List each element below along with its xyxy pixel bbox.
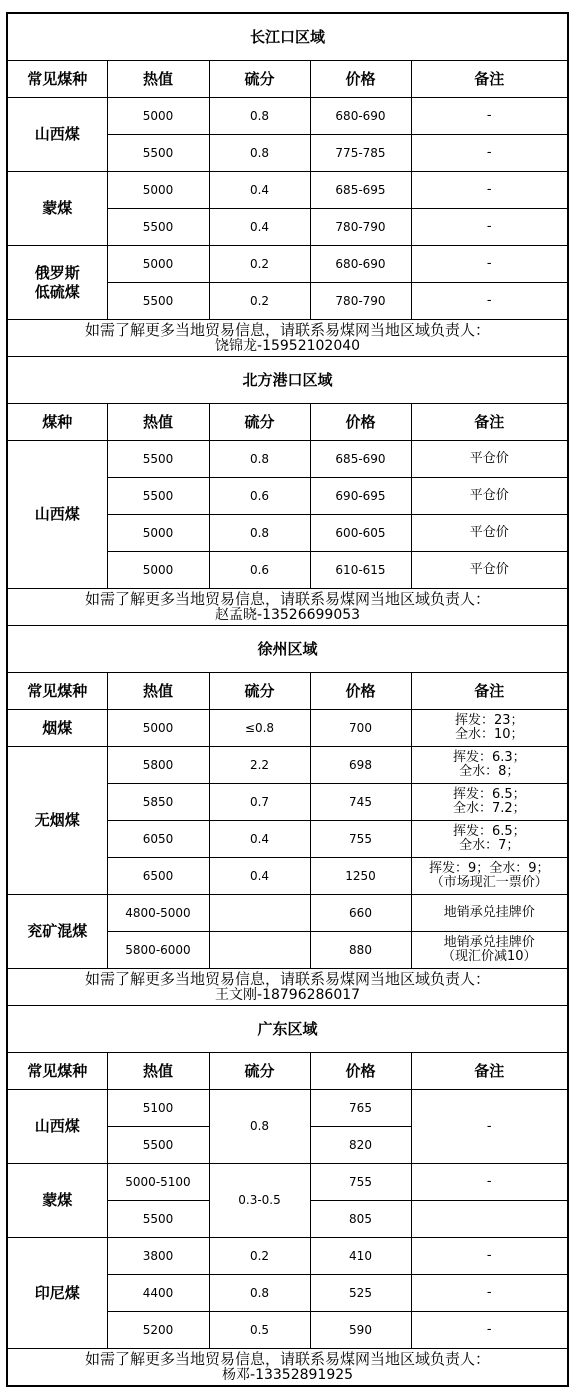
remark: -: [411, 1238, 568, 1275]
price-value: 820: [310, 1127, 411, 1164]
table-row: [7, 747, 568, 784]
sulfur-value: 2.2: [209, 747, 310, 784]
contact-person: 饶锦龙-15952102040: [215, 338, 361, 354]
heat-value: 5100: [107, 1090, 209, 1127]
sulfur-value: 0.6: [209, 478, 310, 515]
remark: 平仓价: [411, 478, 568, 515]
contact-row: [7, 969, 568, 1006]
heat-value: 5000: [107, 98, 209, 135]
table-row: [7, 1164, 568, 1201]
section-title: 北方港口区域: [7, 357, 568, 404]
remark: 平仓价: [411, 515, 568, 552]
coal-type: 俄罗斯 低硫煤: [7, 246, 107, 320]
column-header: 硫分: [209, 1053, 310, 1090]
price-value: 1250: [310, 858, 411, 895]
column-header-row: [7, 404, 568, 441]
heat-value: 5000: [107, 552, 209, 589]
coal-type: 无烟煤: [7, 747, 107, 895]
heat-value: 5000: [107, 515, 209, 552]
contact-note: [7, 1349, 568, 1387]
sulfur-value: 0.5: [209, 1312, 310, 1349]
heat-value: 5200: [107, 1312, 209, 1349]
heat-value: 5000-5100: [107, 1164, 209, 1201]
column-header: 价格: [310, 673, 411, 710]
remark: 地销承兑挂牌价: [411, 895, 568, 932]
contact-note: [7, 589, 568, 626]
sulfur-value: 0.8: [209, 1090, 310, 1164]
price-value: 685-695: [310, 172, 411, 209]
table-row: [7, 98, 568, 135]
remark: 挥发：9；全水：9； （市场现汇一票价）: [411, 858, 568, 895]
remark: -: [411, 1312, 568, 1349]
sulfur-value: 0.4: [209, 858, 310, 895]
price-value: 880: [310, 932, 411, 969]
remark: -: [411, 98, 568, 135]
sulfur-value: 0.6: [209, 552, 310, 589]
coal-type: 蒙煤: [7, 1164, 107, 1238]
table-row: [7, 895, 568, 932]
sulfur-value: 0.4: [209, 209, 310, 246]
contact-row: [7, 320, 568, 357]
contact-row: [7, 589, 568, 626]
column-header: 常见煤种: [7, 61, 107, 98]
section-title: 广东区域: [7, 1006, 568, 1053]
sulfur-value: 0.8: [209, 135, 310, 172]
column-header: 硫分: [209, 404, 310, 441]
sulfur-value: [209, 895, 310, 932]
sulfur-value: 0.3-0.5: [209, 1164, 310, 1238]
heat-value: 5000: [107, 246, 209, 283]
price-value: 590: [310, 1312, 411, 1349]
sulfur-value: 0.2: [209, 1238, 310, 1275]
sulfur-value: 0.8: [209, 515, 310, 552]
coal-type: 蒙煤: [7, 172, 107, 246]
heat-value: 5500: [107, 209, 209, 246]
price-value: 525: [310, 1275, 411, 1312]
heat-value: 5500: [107, 1201, 209, 1238]
section-title-row: [7, 13, 568, 61]
sulfur-value: 0.8: [209, 441, 310, 478]
price-value: 765: [310, 1090, 411, 1127]
section-title-row: [7, 1006, 568, 1053]
contact-prompt: 如需了解更多当地贸易信息，请联系易煤网当地区域负责人：: [85, 590, 491, 608]
heat-value: 5800: [107, 747, 209, 784]
heat-value: 4400: [107, 1275, 209, 1312]
sulfur-value: 0.4: [209, 821, 310, 858]
sulfur-value: 0.2: [209, 246, 310, 283]
heat-value: 5000: [107, 710, 209, 747]
column-header: 备注: [411, 1053, 568, 1090]
contact-note: [7, 320, 568, 357]
price-value: 610-615: [310, 552, 411, 589]
table-row: [7, 710, 568, 747]
contact-prompt: 如需了解更多当地贸易信息，请联系易煤网当地区域负责人：: [85, 321, 491, 339]
remark: 地销承兑挂牌价 （现汇价减10）: [411, 932, 568, 969]
price-value: 775-785: [310, 135, 411, 172]
heat-value: 5500: [107, 478, 209, 515]
price-value: 660: [310, 895, 411, 932]
column-header: 热值: [107, 61, 209, 98]
price-value: 755: [310, 821, 411, 858]
remark: -: [411, 172, 568, 209]
heat-value: 5000: [107, 172, 209, 209]
price-value: 680-690: [310, 246, 411, 283]
heat-value: 6500: [107, 858, 209, 895]
section-title: 徐州区域: [7, 626, 568, 673]
coal-type: 印尼煤: [7, 1238, 107, 1349]
heat-value: 6050: [107, 821, 209, 858]
remark: 挥发：6.5； 全水：7.2；: [411, 784, 568, 821]
column-header: 价格: [310, 404, 411, 441]
coal-type: 烟煤: [7, 710, 107, 747]
price-value: 805: [310, 1201, 411, 1238]
heat-value: 5500: [107, 1127, 209, 1164]
column-header: 价格: [310, 1053, 411, 1090]
sulfur-value: 0.8: [209, 1275, 310, 1312]
column-header: 硫分: [209, 673, 310, 710]
column-header: 常见煤种: [7, 1053, 107, 1090]
remark: -: [411, 246, 568, 283]
remark: 平仓价: [411, 552, 568, 589]
price-value: 700: [310, 710, 411, 747]
column-header: 备注: [411, 61, 568, 98]
sulfur-value: ≤0.8: [209, 710, 310, 747]
section-title: 长江口区域: [7, 13, 568, 61]
price-value: 780-790: [310, 283, 411, 320]
column-header: 价格: [310, 61, 411, 98]
column-header: 热值: [107, 1053, 209, 1090]
price-value: 410: [310, 1238, 411, 1275]
section-title-row: [7, 626, 568, 673]
column-header: 备注: [411, 673, 568, 710]
column-header: 热值: [107, 404, 209, 441]
coal-type: 山西煤: [7, 98, 107, 172]
price-value: 680-690: [310, 98, 411, 135]
coal-price-sheet: [6, 12, 567, 1387]
heat-value: 5500: [107, 135, 209, 172]
column-header-row: [7, 1053, 568, 1090]
remark: 挥发：6.5； 全水：7；: [411, 821, 568, 858]
price-value: 600-605: [310, 515, 411, 552]
column-header: 常见煤种: [7, 673, 107, 710]
heat-value: 5500: [107, 283, 209, 320]
section-title-row: [7, 357, 568, 404]
coal-type: 山西煤: [7, 1090, 107, 1164]
price-value: 698: [310, 747, 411, 784]
remark: -: [411, 283, 568, 320]
contact-person: 赵孟晓-13526699053: [215, 607, 361, 623]
table-row: [7, 1238, 568, 1275]
column-header: 煤种: [7, 404, 107, 441]
sulfur-value: 0.2: [209, 283, 310, 320]
heat-value: 4800-5000: [107, 895, 209, 932]
heat-value: 3800: [107, 1238, 209, 1275]
contact-prompt: 如需了解更多当地贸易信息，请联系易煤网当地区域负责人：: [85, 970, 491, 988]
heat-value: 5800-6000: [107, 932, 209, 969]
price-value: 780-790: [310, 209, 411, 246]
heat-value: 5500: [107, 441, 209, 478]
contact-note: [7, 969, 568, 1006]
price-value: 690-695: [310, 478, 411, 515]
sulfur-value: [209, 932, 310, 969]
sulfur-value: 0.7: [209, 784, 310, 821]
contact-prompt: 如需了解更多当地贸易信息，请联系易煤网当地区域负责人：: [85, 1350, 491, 1368]
price-table: [6, 12, 569, 1387]
remark: 挥发：23； 全水：10；: [411, 710, 568, 747]
sulfur-value: 0.4: [209, 172, 310, 209]
price-value: 755: [310, 1164, 411, 1201]
remark: -: [411, 1090, 568, 1164]
remark: -: [411, 1164, 568, 1201]
coal-type: 兖矿混煤: [7, 895, 107, 969]
price-value: 745: [310, 784, 411, 821]
contact-row: [7, 1349, 568, 1387]
remark: -: [411, 1275, 568, 1312]
sulfur-value: 0.8: [209, 98, 310, 135]
coal-type: 山西煤: [7, 441, 107, 589]
remark: 挥发：6.3； 全水：8；: [411, 747, 568, 784]
table-row: [7, 246, 568, 283]
column-header-row: [7, 673, 568, 710]
column-header: 备注: [411, 404, 568, 441]
remark: -: [411, 135, 568, 172]
column-header: 热值: [107, 673, 209, 710]
remark: -: [411, 209, 568, 246]
contact-person: 杨邓-13352891925: [222, 1367, 354, 1383]
contact-person: 王文刚-18796286017: [215, 987, 361, 1003]
table-row: [7, 172, 568, 209]
price-value: 685-690: [310, 441, 411, 478]
remark: 平仓价: [411, 441, 568, 478]
column-header-row: [7, 61, 568, 98]
heat-value: 5850: [107, 784, 209, 821]
table-row: [7, 441, 568, 478]
remark: [411, 1201, 568, 1238]
column-header: 硫分: [209, 61, 310, 98]
table-row: [7, 1090, 568, 1127]
